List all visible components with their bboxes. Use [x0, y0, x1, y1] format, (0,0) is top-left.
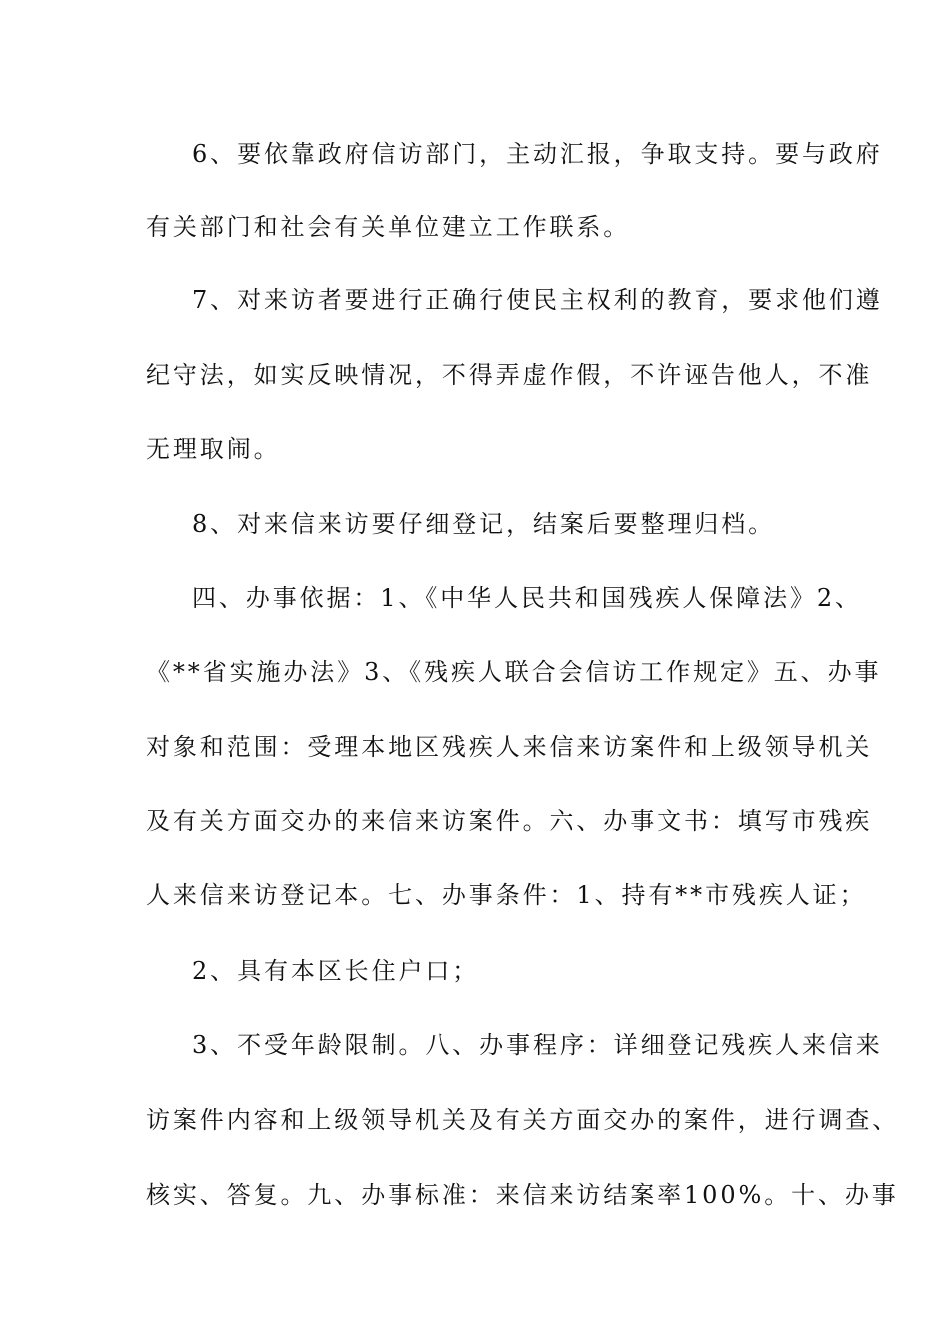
text-line: 有关部门和社会有关单位建立工作联系。 [146, 213, 631, 241]
text-line: 无理取闹。 [146, 435, 281, 463]
text-line: 人来信来访登记本。七、办事条件：1、持有**市残疾人证； [146, 881, 867, 909]
text-line: 四、办事依据：1、《中华人民共和国残疾人保障法》2、 [192, 584, 862, 612]
text-line: 8、对来信来访要仔细登记，结案后要整理归档。 [192, 510, 776, 538]
text-line: 及有关方面交办的来信来访案件。六、办事文书：填写市残疾 [146, 807, 873, 835]
text-line: 访案件内容和上级领导机关及有关方面交办的案件，进行调查、 [146, 1106, 900, 1134]
text-line: 《**省实施办法》3、《残疾人联合会信访工作规定》五、办事 [146, 658, 882, 686]
text-line: 6、要依靠政府信访部门，主动汇报，争取支持。要与政府 [192, 140, 883, 168]
text-line: 7、对来访者要进行正确行使民主权利的教育，要求他们遵 [192, 286, 883, 314]
text-line: 3、不受年龄限制。八、办事程序：详细登记残疾人来信来 [192, 1031, 883, 1059]
text-line: 纪守法，如实反映情况，不得弄虚作假，不许诬告他人，不准 [146, 361, 873, 389]
text-line: 对象和范围：受理本地区残疾人来信来访案件和上级领导机关 [146, 733, 873, 761]
text-line: 2、具有本区长住户口； [192, 957, 480, 985]
text-line: 核实、答复。九、办事标准：来信来访结案率100%。十、办事 [146, 1181, 899, 1209]
